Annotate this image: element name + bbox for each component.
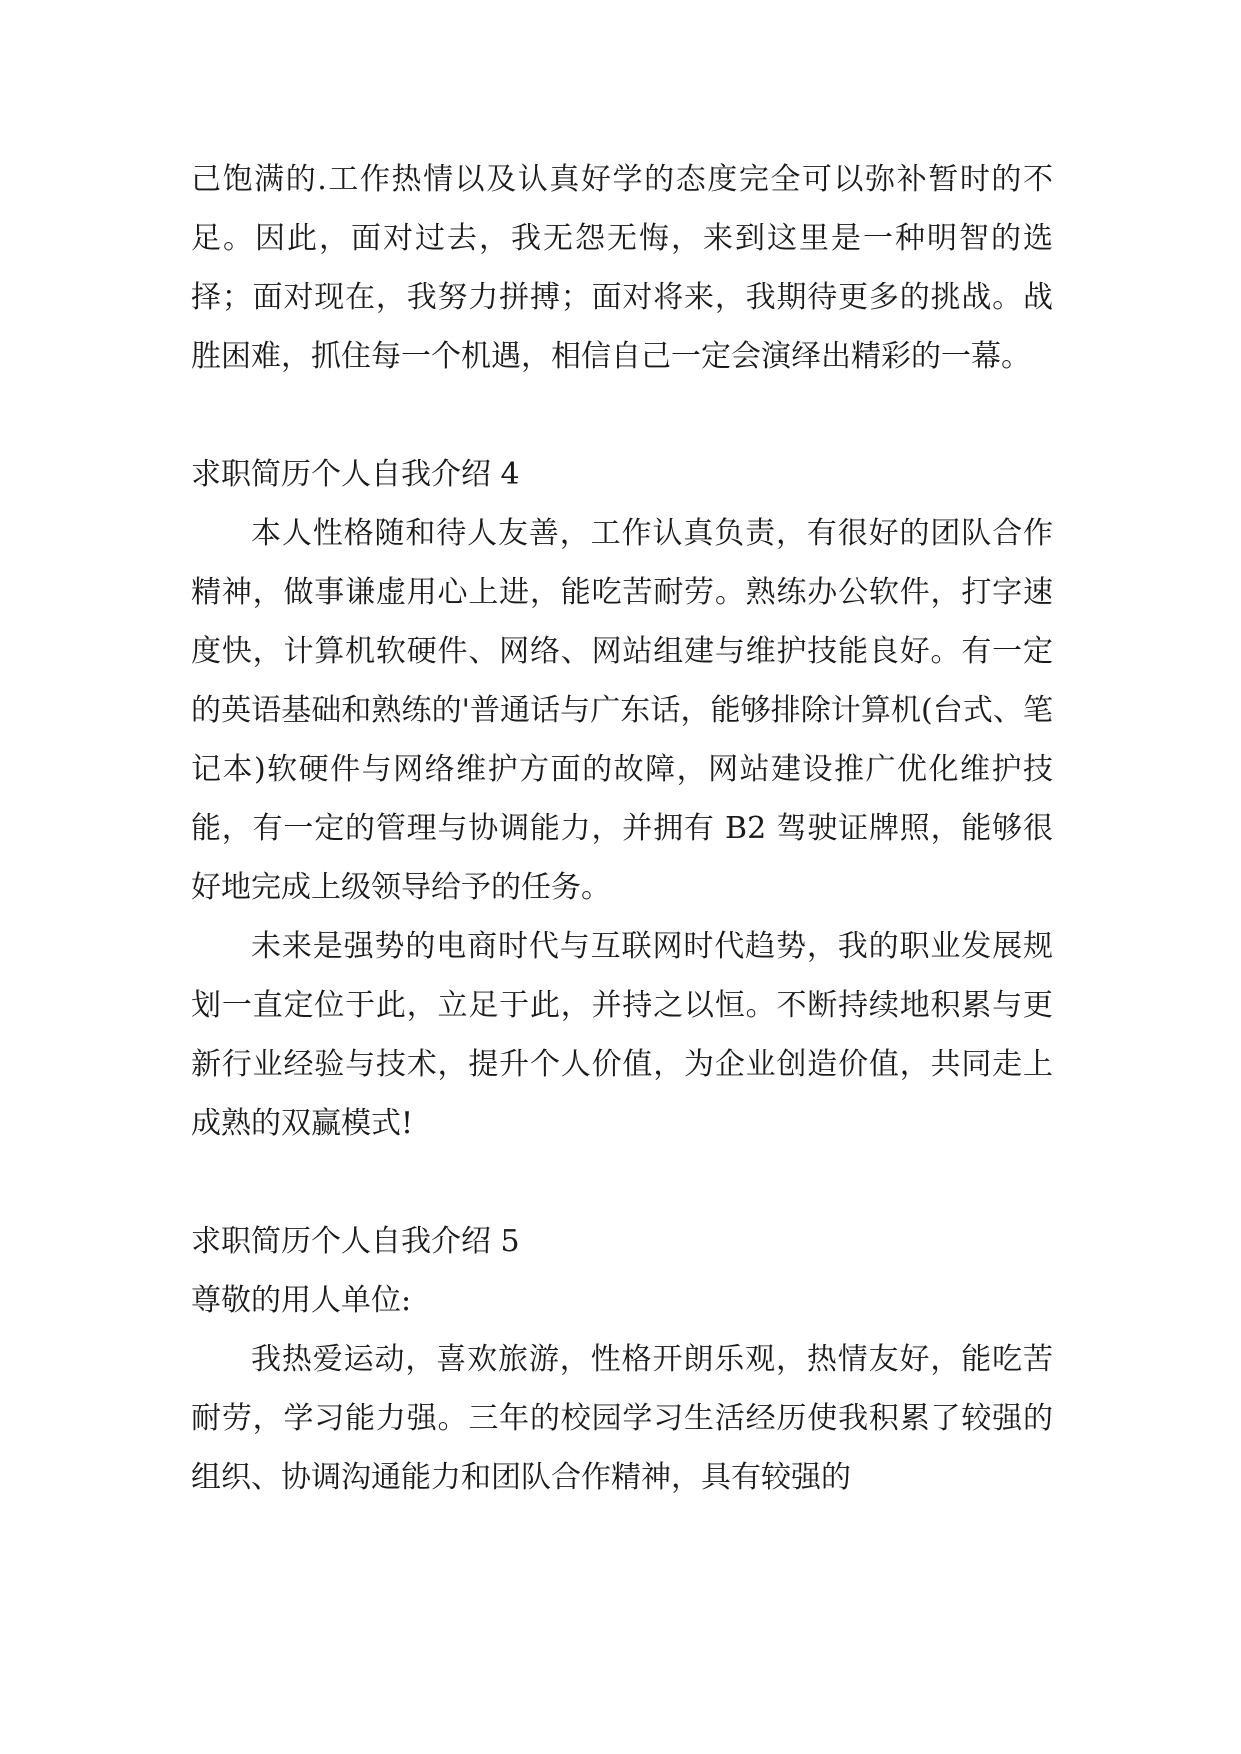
section-5-heading: 求职简历个人自我介绍 5	[191, 1224, 520, 1259]
intro-continuation-paragraph: 己饱满的.工作热情以及认真好学的态度完全可以弥补暂时的不足。因此，面对过去，我无怨无悔，来到这里是一种明智的选择；面对现在，我努力拼搏；面对将来，我期待更多的挑战。战胜困难，抓住每一个机遇，相信自己一定会演绎出精彩的一幕。	[191, 162, 1053, 374]
section-4-paragraph-1: 本人性格随和待人友善，工作认真负责，有很好的团队合作精神，做事谦虚用心上进，能吃苦耐劳。熟练办公软件，打字速度快，计算机软硬件、网络、网站组建与维护技能良好。有一定的英语基础和熟练的'普通话与广东话，能够排除计算机(台式、笔记本)软硬件与网络维护方面的故障，网站建设推广优化维护技能，有一定的管理与协调能力，并拥有 B2 驾驶证牌照，能够很好地完成上级领导给予的任务。	[191, 516, 1053, 905]
section-5-paragraph-1: 我热爱运动，喜欢旅游，性格开朗乐观，热情友好，能吃苦耐劳，学习能力强。三年的校园学习生活经历使我积累了较强的组织、协调沟通能力和团队合作精神，具有较强的	[191, 1342, 1053, 1495]
section-5-salutation: 尊敬的用人单位:	[191, 1283, 412, 1318]
document-body	[191, 150, 1053, 1507]
section-4-heading: 求职简历个人自我介绍 4	[191, 457, 520, 492]
section-4-paragraph-2: 未来是强势的电商时代与互联网时代趋势，我的职业发展规划一直定位于此，立足于此，并持之以恒。不断持续地积累与更新行业经验与技术，提升个人价值，为企业创造价值，共同走上成熟的双赢模式!	[191, 929, 1053, 1141]
